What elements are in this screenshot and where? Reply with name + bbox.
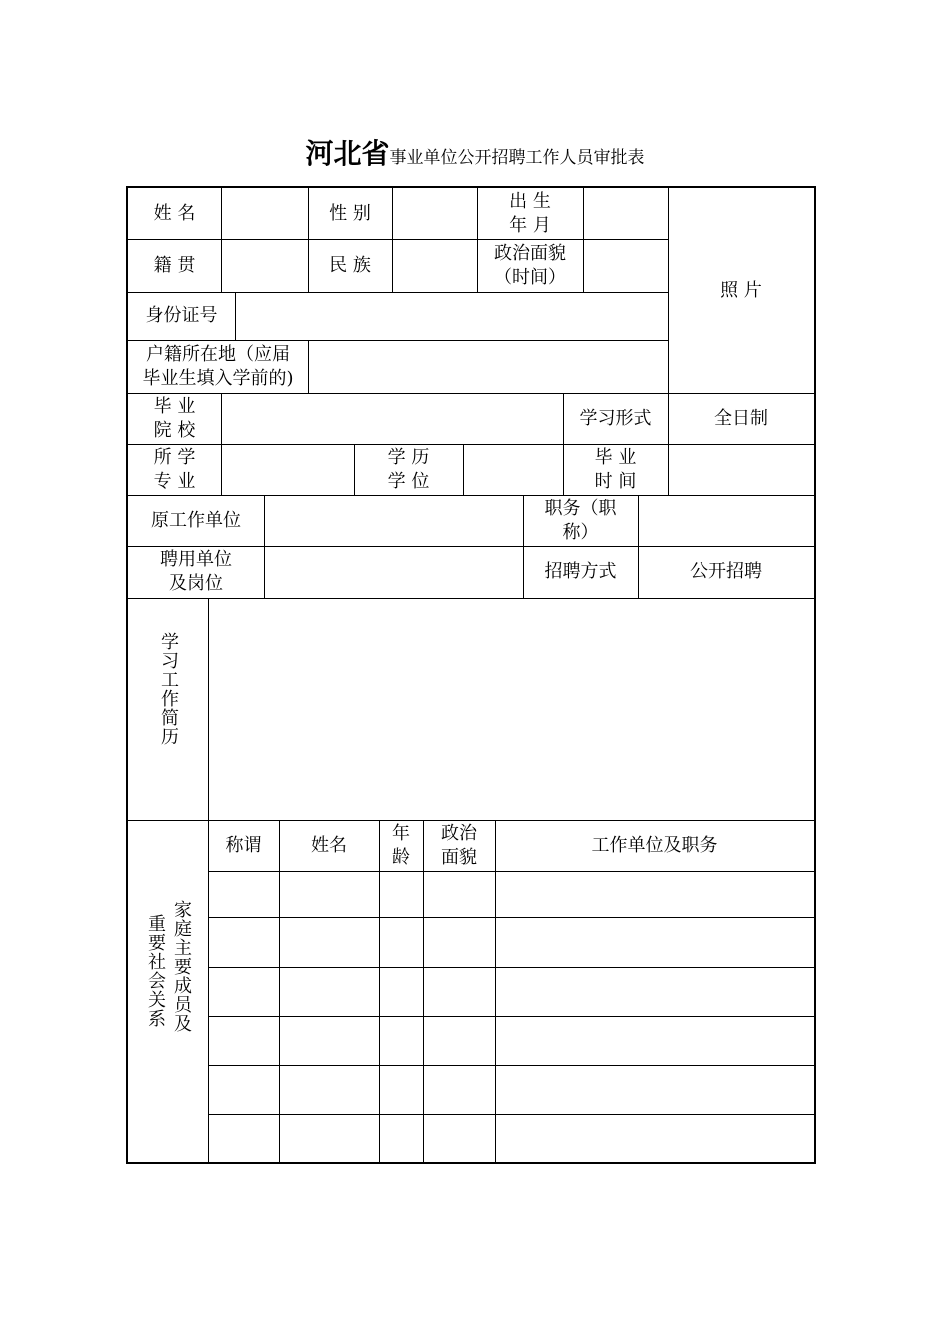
- major-field[interactable]: [221, 444, 354, 495]
- table-row[interactable]: [208, 1065, 814, 1114]
- id-number-label: 身份证号: [145, 305, 218, 326]
- family-header-relation: 称谓: [225, 834, 262, 856]
- graduation-time-field[interactable]: [668, 444, 814, 495]
- table-row[interactable]: [208, 871, 814, 917]
- family-label-col1: 重要社会关系: [145, 914, 166, 1028]
- resume-field[interactable]: [208, 598, 814, 820]
- political-status-label: 政治面貌 （时间）: [494, 242, 566, 288]
- degree-field[interactable]: [463, 444, 563, 495]
- study-form-label: 学习形式: [579, 407, 652, 429]
- family-header-name: 姓名: [311, 834, 347, 856]
- major-label: 所 学 专 业: [153, 446, 196, 492]
- hukou-field[interactable]: [308, 340, 668, 393]
- photo-placeholder[interactable]: 照 片: [720, 279, 762, 301]
- resume-label-cell: [128, 598, 208, 820]
- table-row[interactable]: [208, 967, 814, 1016]
- hire-unit-field[interactable]: [264, 546, 523, 598]
- birth-date-label: 出 生 年 月: [509, 190, 551, 236]
- birth-date-field[interactable]: [583, 188, 668, 239]
- graduation-time-label: 毕 业 时 间: [594, 446, 637, 492]
- former-employer-field[interactable]: [264, 495, 523, 546]
- family-header-work: 工作单位及职务: [591, 834, 718, 856]
- ethnicity-label: 民 族: [329, 254, 371, 276]
- form-title: [0, 132, 950, 172]
- political-status-field[interactable]: [583, 239, 668, 292]
- family-section-label: [128, 820, 208, 1164]
- hire-method-value: 公开招聘: [690, 561, 762, 582]
- hire-unit-label: 聘用单位 及岗位: [160, 549, 232, 594]
- gender-label: 性 别: [329, 202, 371, 224]
- name-field[interactable]: [221, 188, 308, 239]
- former-employer-label: 原工作单位: [151, 509, 241, 531]
- family-header-political: 政治 面貌: [441, 822, 477, 868]
- study-form-value: 全日制: [714, 407, 768, 429]
- table-row[interactable]: [208, 1114, 814, 1164]
- title-rest: 事业单位公开招聘工作人员审批表: [389, 148, 645, 168]
- family-label-col2: 家庭主要成员及: [171, 900, 192, 1033]
- gender-field[interactable]: [392, 188, 477, 239]
- position-title-field[interactable]: [638, 495, 814, 546]
- position-title-label: 职务（职 称）: [544, 497, 617, 543]
- native-place-field[interactable]: [221, 239, 308, 292]
- hire-method-label: 招聘方式: [544, 561, 617, 582]
- school-label: 毕 业 院 校: [153, 395, 196, 441]
- school-field[interactable]: [221, 393, 563, 444]
- id-number-field[interactable]: [235, 292, 668, 340]
- degree-label: 学 历 学 位: [387, 446, 430, 492]
- table-row[interactable]: [208, 1016, 814, 1065]
- family-header-age: 年 龄: [392, 822, 410, 868]
- table-row[interactable]: [208, 917, 814, 967]
- hukou-label: 户籍所在地（应届 毕业生填入学前的): [142, 343, 294, 389]
- ethnicity-field[interactable]: [392, 239, 477, 292]
- approval-form-table: [126, 186, 816, 1164]
- native-place-label: 籍 贯: [153, 254, 196, 276]
- name-label: 姓 名: [153, 202, 196, 224]
- title-province: 河北省: [305, 137, 390, 170]
- resume-label: 学习工作简历: [158, 632, 179, 746]
